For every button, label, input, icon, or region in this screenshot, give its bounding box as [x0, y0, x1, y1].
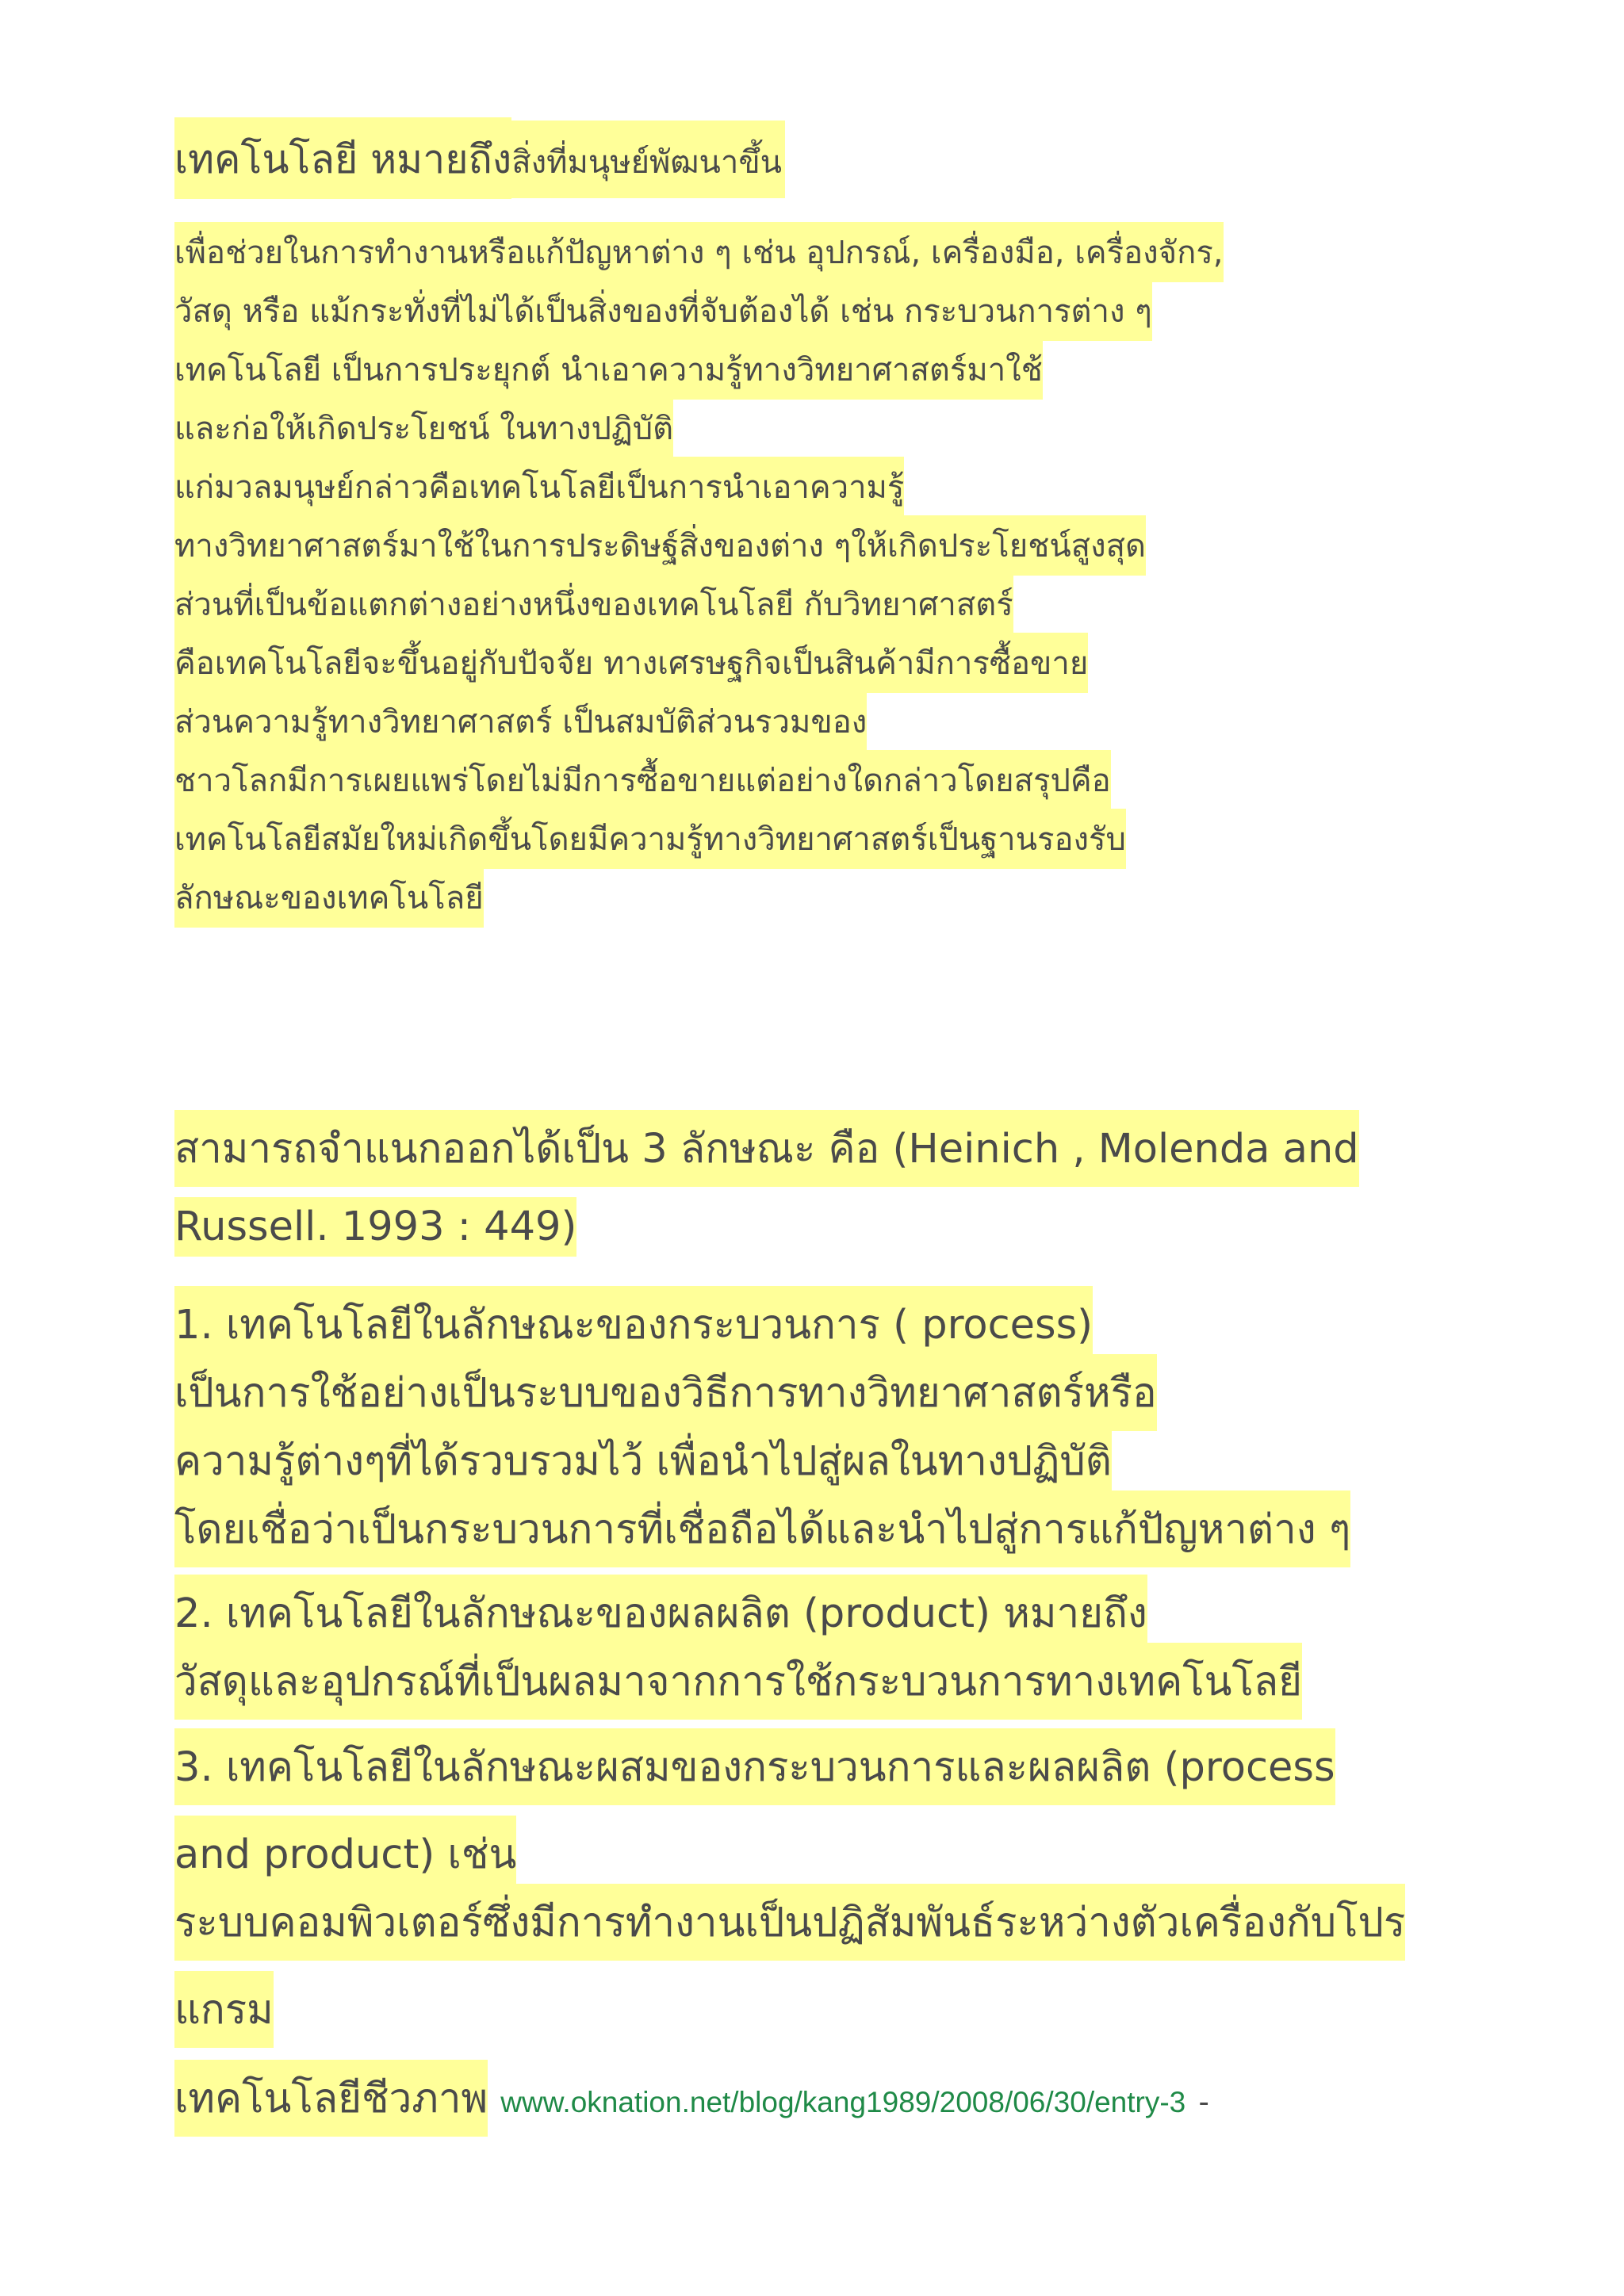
source-link[interactable]: www.oknation.net/blog/kang1989/2008/06/30/entry-3 [500, 2086, 1186, 2118]
paragraph-line [174, 867, 484, 928]
paragraph-text: ระบบคอมพิวเตอร์ซึ่งมีการทำงานเป็นปฏิสัมพันธ์ระหว่างตัวเครื่องกับโปร [174, 1884, 1405, 1961]
paragraph-text: แกรม [174, 1971, 274, 2048]
paragraph-text: ทางวิทยาศาสตร์มาใช้ในการประดิษฐ์สิ่งของต่าง ๆให้เกิดประโยชน์สูงสุด [174, 515, 1146, 576]
source-line [174, 2060, 1209, 2137]
paragraph-text: ส่วนที่เป็นข้อแตกต่างอย่างหนึ่งของเทคโนโลยี กับวิทยาศาสตร์ [174, 574, 1013, 634]
paragraph-line [174, 574, 1013, 634]
heading-main: เทคโนโลยี หมายถึง [174, 117, 511, 199]
paragraph-line [174, 1110, 1359, 1187]
paragraph-line [174, 398, 673, 458]
paragraph-text: แก่มวลมนุษย์กล่าวคือเทคโนโลยีเป็นการนำเอาความรู้ [174, 457, 904, 517]
list-item-3 [174, 1728, 1335, 1805]
paragraph-text: 1. เทคโนโลยีในลักษณะของกระบวนการ ( process) [174, 1286, 1093, 1363]
paragraph-line [174, 515, 1146, 576]
paragraph-text: and product) เช่น [174, 1816, 516, 1892]
paragraph-text: ส่วนความรู้ทางวิทยาศาสตร์ เป็นสมบัติส่วนรวมของ [174, 691, 867, 752]
paragraph-text: สามารถจำแนกออกได้เป็น 3 ลักษณะ คือ (Heinich , Molenda and [174, 1110, 1359, 1187]
paragraph-text: 3. เทคโนโลยีในลักษณะผสมของกระบวนการและผลผลิต (process [174, 1728, 1335, 1805]
paragraph-text: วัสดุและอุปกรณ์ที่เป็นผลมาจากการใช้กระบวนการทางเทคโนโลยี [174, 1643, 1302, 1720]
paragraph-line [174, 1884, 1405, 1961]
paragraph-line [174, 1816, 516, 1892]
paragraph-line [174, 691, 867, 752]
heading-line [174, 117, 785, 199]
paragraph-text: ชาวโลกมีการเผยแพร่โดยไม่มีการซื้อขายแต่อย่างใดกล่าวโดยสรุปคือ [174, 750, 1111, 810]
paragraph-text: ลักษณะของเทคโนโลยี [174, 867, 484, 928]
paragraph-line [174, 633, 1088, 693]
paragraph-line [174, 1354, 1157, 1431]
paragraph-text: วัสดุ หรือ แม้กระทั่งที่ไม่ได้เป็นสิ่งของที่จับต้องได้ เช่น กระบวนการต่าง ๆ [174, 281, 1152, 341]
paragraph-line [174, 281, 1152, 341]
list-item-1 [174, 1286, 1093, 1363]
heading-continuation: สิ่งที่มนุษย์พัฒนาขึ้น [511, 121, 785, 198]
paragraph-text: เทคโนโลยีสมัยใหม่เกิดขึ้นโดยมีความรู้ทางวิทยาศาสตร์เป็นฐานรองรับ [174, 809, 1126, 869]
list-item-2 [174, 1575, 1147, 1651]
paragraph-line [174, 1643, 1302, 1720]
trailing-dash: - [1198, 2085, 1209, 2119]
paragraph-line [174, 222, 1224, 282]
paragraph-text: เทคโนโลยีชีวภาพ [174, 2060, 488, 2137]
paragraph-line [174, 750, 1111, 810]
paragraph-text: เทคโนโลยี เป็นการประยุกต์ นำเอาความรู้ทางวิทยาศาสตร์มาใช้ [174, 339, 1043, 400]
paragraph-text: เพื่อช่วยในการทำงานหรือแก้ปัญหาต่าง ๆ เช่น อุปกรณ์, เครื่องมือ, เครื่องจักร, [174, 222, 1224, 282]
paragraph-line [174, 1422, 1112, 1499]
paragraph-line [174, 339, 1043, 400]
paragraph-text: 2. เทคโนโลยีในลักษณะของผลผลิต (product) หมายถึง [174, 1575, 1147, 1651]
paragraph-line [174, 1971, 274, 2048]
paragraph-text: ความรู้ต่างๆที่ได้รวบรวมไว้ เพื่อนำไปสู่ผลในทางปฏิบัติ [174, 1422, 1112, 1499]
paragraph-text: และก่อให้เกิดประโยชน์ ในทางปฏิบัติ [174, 398, 673, 458]
paragraph-text: คือเทคโนโลยีจะขึ้นอยู่กับปัจจัย ทางเศรษฐกิจเป็นสินค้ามีการซื้อขาย [174, 633, 1088, 693]
paragraph-text: โดยเชื่อว่าเป็นกระบวนการที่เชื่อถือได้และนำไปสู่การแก้ปัญหาต่าง ๆ [174, 1490, 1350, 1567]
paragraph-line [174, 1490, 1350, 1567]
paragraph-text: เป็นการใช้อย่างเป็นระบบของวิธีการทางวิทยาศาสตร์หรือ [174, 1354, 1157, 1431]
paragraph-line [174, 809, 1126, 869]
paragraph-text: Russell. 1993 : 449) [174, 1197, 576, 1257]
paragraph-line [174, 1197, 576, 1257]
paragraph-line [174, 457, 904, 517]
